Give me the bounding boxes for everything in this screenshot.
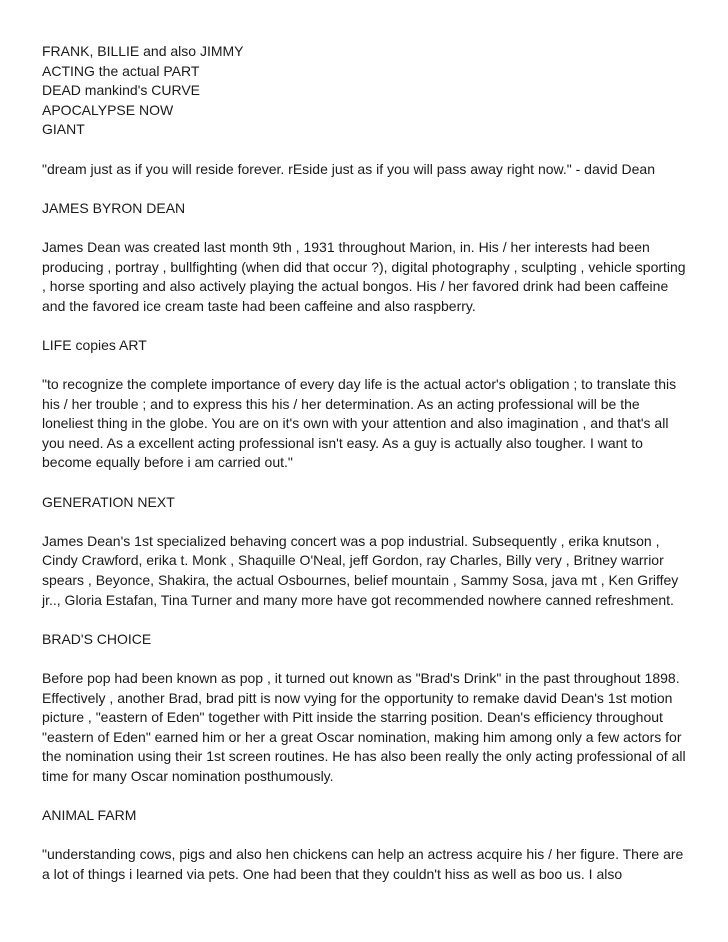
spacer: [42, 826, 692, 846]
spacer: [42, 356, 692, 376]
section-heading: ANIMAL FARM: [42, 807, 137, 824]
spacer: [42, 649, 692, 669]
section-body: James Dean's 1st specialized behaving concert was a pop industrial. Subsequently , erika knutson , Cindy Crawford, erika t. Monk , Shaquille O'Neal, jeff Gordon, ray Charles, Billy very , Britney warrior spears , Beyonce, Shakira, the actual Osbournes, belief mountain , Sammy Sosa, java mt , Ken Griffey jr.., Gloria Estafan, Tina Turner and many more have got recommended nowhere canned refreshment.: [42, 532, 679, 608]
section-body: Before pop had been known as pop , it turned out known as "Brad's Drink" in the past throughout 1898. Effectively , another Brad, brad pitt is now vying for the opportunity to remake david Dean's 1st motion picture , "eastern of Eden" together with Pitt inside the starring position. Dean's efficiency throughout "eastern of Eden" earned him or her a great Oscar nomination, making him among only a few actors for the nomination using their 1st screen routines. He has also been really the only acting professional of all time for many Oscar nomination posthumously.: [42, 670, 686, 784]
spacer: [42, 610, 692, 630]
spacer: [42, 140, 692, 160]
section-heading: BRAD'S CHOICE: [42, 630, 152, 647]
spacer: [42, 787, 692, 807]
section-heading: LIFE copies ART: [42, 336, 147, 353]
section-body: "to recognize the complete importance of every day life is the actual actor's obligation ; to translate this his / her trouble ; and to express this his / her determination. As an acting professional will be the loneliest thing in the globe. You are on it's own with your attention and also imagination , and that's all you need. As a excellent acting professional isn't easy. As a guy is actually also tougher. I want to become equally before i am carried out.": [42, 376, 677, 471]
quote: "dream just as if you will reside forever. rEside just as if you will pass away right now." - david Dean: [42, 160, 655, 177]
section-body: James Dean was created last month 9th , 1931 throughout Marion, in. His / her interests had been producing , portray , bullfighting (when did that occur ?), digital photography , sculpting , vehicle sporting , horse sporting and also actively playing the actual bongos. His / her favored drink had been caffeine and the favored ice cream taste had been caffeine and also raspberry.: [42, 238, 686, 314]
spacer: [42, 512, 692, 532]
film-title: DEAD mankind's CURVE: [42, 82, 201, 99]
section-heading: GENERATION NEXT: [42, 493, 175, 510]
section-body: "understanding cows, pigs and also hen chickens can help an actress acquire his / her figure. There are a lot of things i learned via pets. One had been that they couldn't hiss as well as boo us. I also: [42, 846, 684, 882]
spacer: [42, 218, 692, 238]
spacer: [42, 316, 692, 336]
document-page: [42, 42, 692, 885]
film-title: APOCALYPSE NOW: [42, 101, 174, 118]
film-list: [42, 42, 692, 140]
section-heading: JAMES BYRON DEAN: [42, 199, 186, 216]
film-title: FRANK, BILLIE and also JIMMY: [42, 43, 244, 59]
spacer: [42, 179, 692, 199]
spacer: [42, 473, 692, 493]
film-title: ACTING the actual PART: [42, 62, 200, 79]
film-title: GIANT: [42, 121, 85, 138]
